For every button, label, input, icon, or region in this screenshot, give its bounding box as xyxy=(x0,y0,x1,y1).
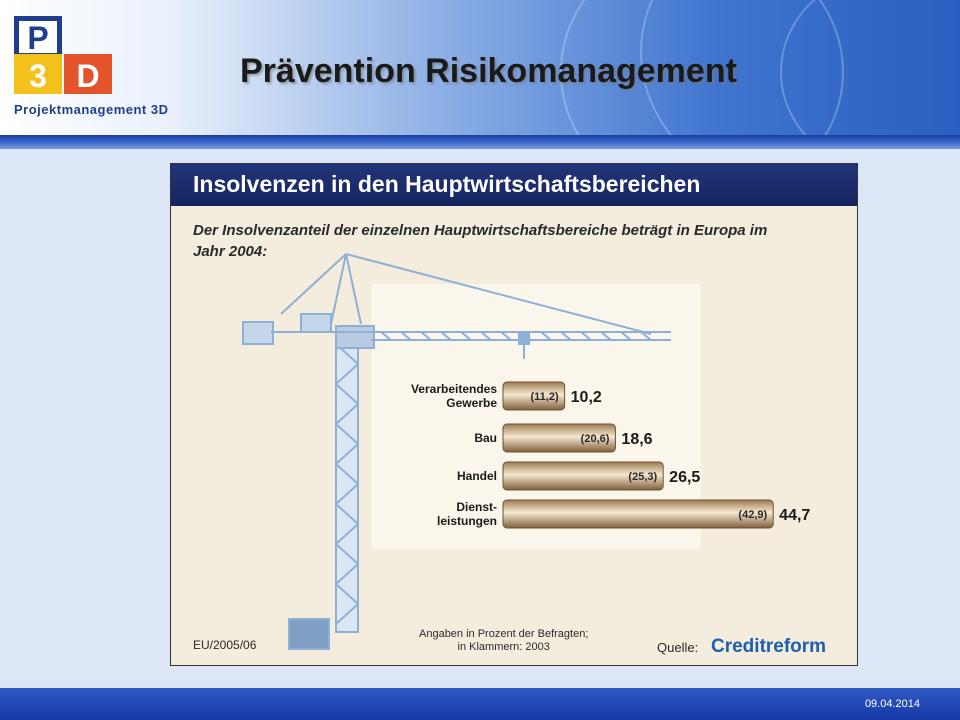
bar-prev-label-1: (20,6) xyxy=(580,433,610,445)
figure-code: EU/2005/06 xyxy=(193,638,257,652)
bar-value-label-3: 44,7 xyxy=(779,507,811,524)
category-label-1-0: Bau xyxy=(474,431,497,445)
category-label-0-1: Gewerbe xyxy=(446,396,497,410)
footer-bar xyxy=(0,688,960,720)
figure-title: Insolvenzen in den Hauptwirtschaftsbereichen xyxy=(193,171,701,197)
bar-prev-label-2: (25,3) xyxy=(628,471,658,483)
logo-subtitle: Projektmanagement 3D xyxy=(14,102,169,117)
bar-value-label-2: 26,5 xyxy=(669,469,701,486)
bar-3 xyxy=(503,500,773,528)
insolvency-figure xyxy=(170,163,858,666)
category-label-3-0: Dienst- xyxy=(456,500,497,514)
page-title: Prävention Risikomanagement xyxy=(240,52,737,90)
logo-letter-3: 3 xyxy=(29,58,47,94)
insolvency-chart xyxy=(171,164,857,665)
logo-letter-p: P xyxy=(27,20,49,56)
category-label-3-1: leistungen xyxy=(436,514,497,528)
source-brand: Creditreform xyxy=(711,636,827,657)
figure-note-line-2: in Klammern: 2003 xyxy=(457,641,550,653)
bar-prev-label-0: (11,2) xyxy=(530,391,559,403)
figure-subtitle: Der Insolvenzanteil der einzelnen Hauptwirtschaftsbereiche beträgt in Europa im Jahr 2004: xyxy=(193,222,768,260)
category-label-0-0: Verarbeitendes xyxy=(410,382,497,396)
source-label: Quelle: xyxy=(657,640,699,655)
category-label-2-0: Handel xyxy=(456,469,497,483)
header-banner xyxy=(0,0,960,135)
figure-note xyxy=(419,628,588,654)
bar-value-label-0: 10,2 xyxy=(570,389,602,406)
footer-date: 09.04.2014 xyxy=(864,698,920,710)
bar-value-label-1: 18,6 xyxy=(621,431,653,448)
bar-prev-label-3: (42,9) xyxy=(738,509,768,521)
header-stripe xyxy=(0,135,960,149)
logo-letter-d: D xyxy=(76,58,100,94)
p3d-logo xyxy=(14,16,114,94)
figure-note-line-1: Angaben in Prozent der Befragten; xyxy=(419,628,589,640)
